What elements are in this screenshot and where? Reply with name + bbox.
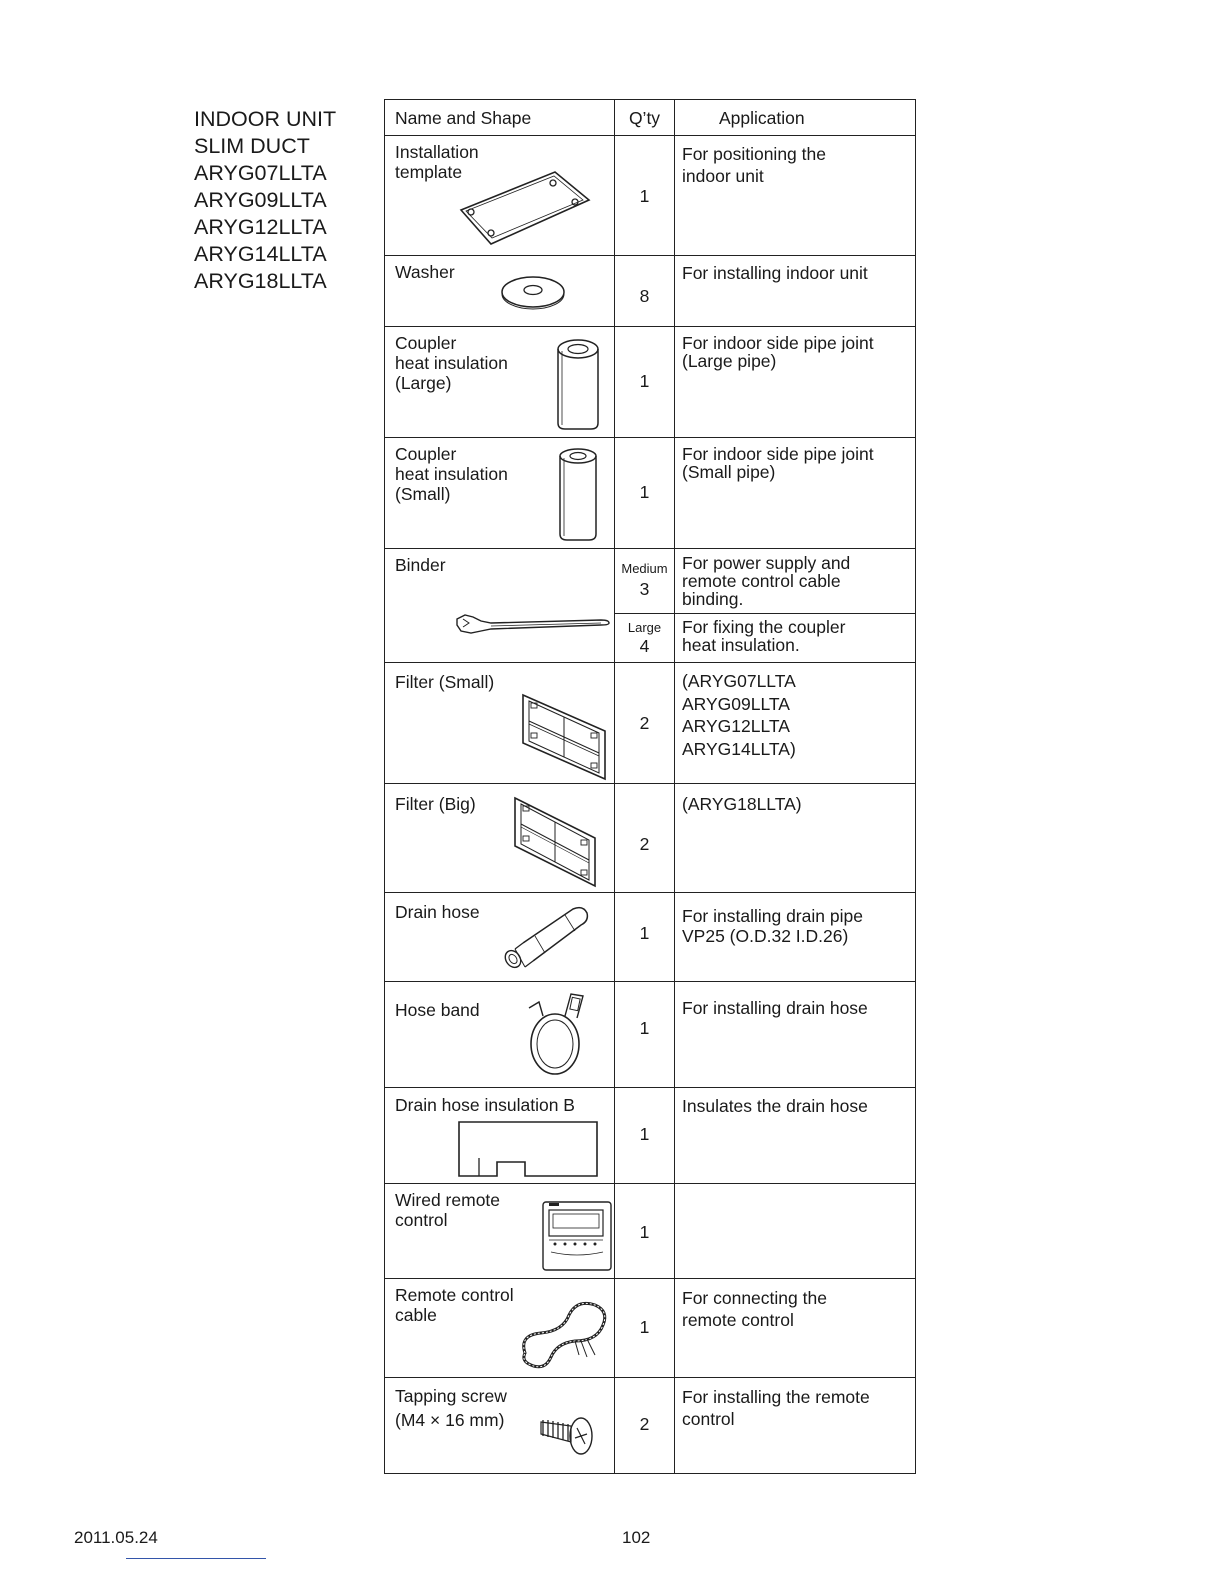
header-application: Application — [719, 108, 805, 128]
part-application: For positioning the indoor unit — [682, 144, 826, 186]
table-row — [385, 893, 916, 982]
model-line: ARYG14LLTA — [194, 242, 327, 266]
table-row — [385, 256, 916, 327]
part-application: For installing drain pipe VP25 (O.D.32 I.D.26) — [682, 906, 863, 946]
model-line: ARYG12LLTA — [194, 215, 327, 239]
part-name: Installation template — [395, 142, 479, 182]
accessory-parts-table — [384, 99, 916, 1474]
part-qty: 1 — [639, 923, 650, 943]
part-qty: 2 — [639, 1414, 650, 1434]
model-list — [194, 106, 336, 295]
part-qty: 2 — [639, 713, 650, 733]
model-line: INDOOR UNIT — [194, 107, 337, 131]
table-row — [385, 549, 916, 614]
part-name: Wired remote control — [395, 1190, 501, 1230]
table-row — [385, 1378, 916, 1474]
hose-band-icon — [521, 988, 601, 1080]
table-row — [385, 438, 916, 549]
part-qty: 1 — [639, 186, 650, 206]
part-name: Drain hose insulation B — [395, 1095, 575, 1115]
table-row — [385, 663, 916, 784]
part-application: For installing indoor unit — [682, 263, 868, 283]
table-row — [385, 1279, 916, 1378]
part-application: For indoor side pipe joint (Large pipe) — [682, 333, 874, 371]
wired-remote-control-icon — [541, 1200, 613, 1272]
table-row — [385, 982, 916, 1088]
part-name: Tapping screw (M4 × 16 mm) — [395, 1386, 507, 1430]
coupler-insulation-small-icon — [555, 446, 601, 544]
page-number: 102 — [622, 1528, 651, 1547]
table-row — [385, 1088, 916, 1184]
filter-big-icon — [509, 794, 601, 890]
table-row — [385, 327, 916, 438]
drain-hose-icon — [503, 903, 597, 971]
footer-date: 2011.05.24 — [74, 1528, 158, 1547]
part-qty: 8 — [639, 286, 650, 306]
part-qty: 1 — [639, 482, 650, 502]
table-row — [385, 136, 916, 256]
model-line: ARYG18LLTA — [194, 269, 327, 293]
part-name: Washer — [395, 262, 455, 282]
tapping-screw-icon — [537, 1408, 597, 1458]
part-name: Binder — [395, 555, 446, 575]
part-qty: 1 — [639, 1018, 650, 1038]
part-name: Filter (Small) — [395, 672, 495, 692]
part-name: Remote control cable — [395, 1285, 514, 1325]
part-name: Filter (Big) — [395, 794, 476, 814]
table-row — [385, 784, 916, 893]
table-header-row — [385, 100, 916, 136]
installation-template-icon — [457, 166, 597, 248]
model-line: SLIM DUCT — [194, 134, 310, 158]
part-application: For installing drain hose — [682, 998, 868, 1018]
washer-icon — [499, 274, 567, 310]
model-line: ARYG07LLTA — [194, 161, 327, 185]
part-qty: 1 — [639, 1317, 650, 1337]
part-name: Hose band — [395, 1000, 480, 1020]
part-application: For indoor side pipe joint (Small pipe) — [682, 444, 874, 482]
part-name: Drain hose — [395, 902, 480, 922]
part-qty: 1 — [639, 1222, 650, 1242]
table-row — [385, 1184, 916, 1279]
part-application: For fixing the coupler heat insulation. — [682, 617, 846, 655]
model-line: ARYG09LLTA — [194, 188, 327, 212]
part-application: Insulates the drain hose — [682, 1096, 868, 1116]
part-application: For connecting the remote control — [682, 1288, 827, 1330]
filter-small-icon — [517, 691, 611, 781]
part-name: Coupler heat insulation (Small) — [395, 444, 508, 504]
part-qty: 4 — [639, 636, 650, 656]
part-qty: 3 — [639, 579, 650, 599]
drain-hose-insulation-icon — [457, 1120, 601, 1178]
header-qty: Q’ty — [628, 108, 661, 128]
header-name-shape: Name and Shape — [395, 108, 532, 128]
binder-icon — [451, 609, 613, 637]
part-qty: 1 — [639, 371, 650, 391]
part-application: For power supply and remote control cable binding. — [682, 553, 851, 609]
footer-divider — [126, 1558, 266, 1559]
remote-control-cable-icon — [517, 1295, 613, 1373]
part-qty: 2 — [639, 834, 650, 854]
coupler-insulation-large-icon — [553, 337, 603, 433]
binder-size: Large — [627, 620, 662, 635]
part-application: (ARYG07LLTA ARYG09LLTA ARYG12LLTA ARYG14LLTA) — [682, 671, 796, 759]
part-name: Coupler heat insulation (Large) — [395, 333, 508, 393]
part-application: For installing the remote control — [682, 1387, 870, 1429]
part-qty: 1 — [639, 1124, 650, 1144]
part-application: (ARYG18LLTA) — [682, 794, 802, 814]
binder-size: Medium — [621, 561, 668, 576]
